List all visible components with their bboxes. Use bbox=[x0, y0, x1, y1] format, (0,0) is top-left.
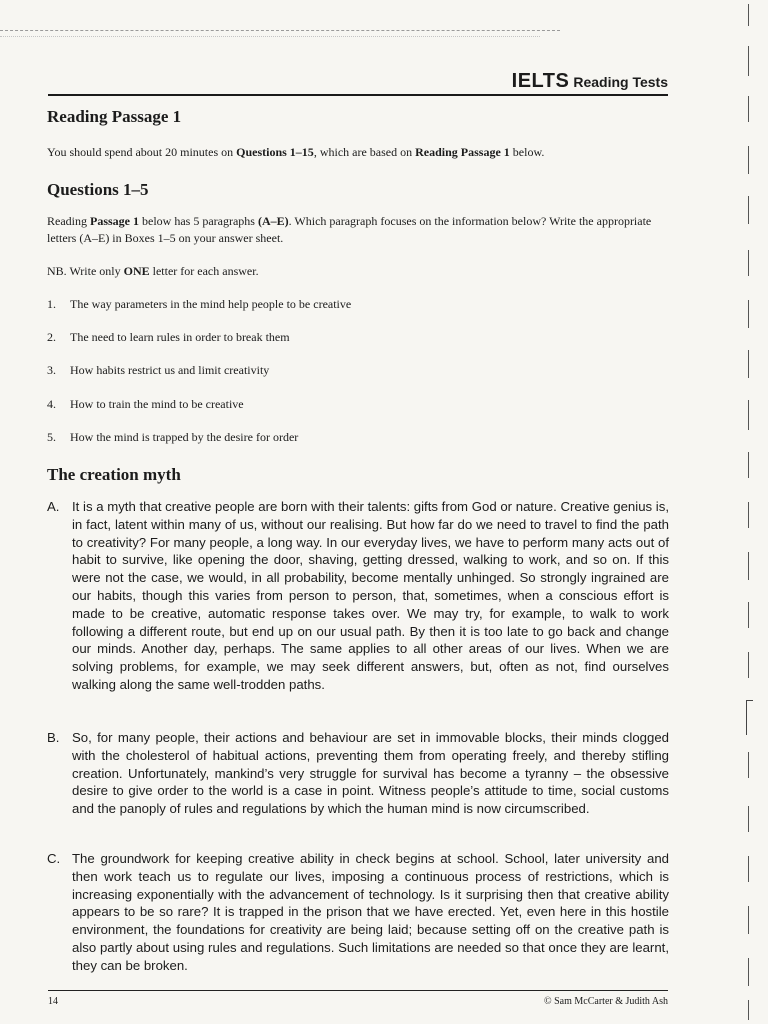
questions-instruction bbox=[47, 213, 672, 247]
question-item bbox=[47, 397, 244, 412]
passage-paragraph-b bbox=[47, 729, 669, 818]
brand-reading-tests: Reading Tests bbox=[573, 74, 668, 90]
question-item bbox=[47, 297, 351, 312]
question-number: 3. bbox=[47, 363, 56, 377]
question-text: How habits restrict us and limit creativity bbox=[70, 363, 270, 377]
q-instruction-passage: Passage 1 bbox=[90, 214, 139, 228]
instruction-text-3: below. bbox=[509, 145, 545, 159]
time-instruction bbox=[47, 145, 672, 160]
question-number: 5. bbox=[47, 430, 56, 444]
q-instruction-text-3: . Which paragraph focuses on the information below? Write the appropriate letters (A–E) in Boxes 1–5 on your answer sheet. bbox=[47, 214, 652, 245]
instruction-questions-range: Questions 1–15 bbox=[236, 145, 314, 159]
nb-text-2: letter for each answer. bbox=[149, 264, 259, 278]
passage-paragraph-a bbox=[47, 498, 669, 694]
question-text: How to train the mind to be creative bbox=[70, 397, 244, 411]
paragraph-text: The groundwork for keeping creative ability in check begins at school. School, later university and then work teach us to regulate our lives, imposing a continuous process of restrictions, which is increasing exponentially with the advancement of technology. Is it surprising then that creative ability appears to be so rare? It is trapped in the prison that we have erected. Yet, even here in this hostile environment, the foundations for creativity are being laid; because setting off on the creative path is also partly about using rules and regulations. Such limitations are needed so that once they are learnt, they can be broken. bbox=[72, 851, 669, 973]
question-text: The way parameters in the mind help people to be creative bbox=[70, 297, 352, 311]
paragraph-text: It is a myth that creative people are born with their talents: gifts from God or nature. Creative genius is, in fact, latent within many of us, without our realising. But how far do we need to travel to find the path to creativity? For many people, a long way. In our everyday lives, we have to perform many acts out of habit to survive, like opening the door, shaving, getting dressed, walking to work, and so on. If this were not the case, we would, in all probability, become mentally unhinged. So strongly ingrained are our habits, though this varies from person to person, that, sometimes, when a conscious effort is made to be creative, automatic response takes over. We may try, for example, to walk to work following a different route, but end up on our usual path. By then it is too late to go back and change our minds. Another day, perhaps. The same applies to all other areas of our lives. When we are solving problems, for example, we may seek different answers, but, often as not, find ourselves walking along the same well-trodden paths. bbox=[72, 499, 669, 692]
brand-ielts: IELTS bbox=[511, 70, 570, 92]
passage-paragraph-c bbox=[47, 850, 669, 975]
question-item bbox=[47, 363, 269, 378]
nb-emphasis: ONE bbox=[123, 264, 150, 278]
scan-artifact-top-2 bbox=[0, 36, 540, 37]
q-instruction-text: Reading bbox=[47, 214, 90, 228]
question-item bbox=[47, 430, 298, 445]
question-text: The need to learn rules in order to break them bbox=[70, 330, 290, 344]
passage-heading: Reading Passage 1 bbox=[47, 107, 182, 126]
q-instruction-text-2: below has 5 paragraphs bbox=[139, 214, 258, 228]
paragraph-letter: B. bbox=[47, 730, 60, 745]
question-number: 4. bbox=[47, 397, 56, 411]
book-brand bbox=[512, 70, 668, 93]
passage-title: The creation myth bbox=[47, 465, 181, 484]
paragraph-letter: A. bbox=[47, 499, 60, 514]
instruction-passage-name: Reading Passage 1 bbox=[415, 145, 510, 159]
question-item bbox=[47, 330, 290, 345]
copyright-notice: © Sam McCarter & Judith Ash bbox=[544, 996, 668, 1007]
instruction-text: You should spend about 20 minutes on bbox=[47, 145, 237, 159]
question-number: 1. bbox=[47, 297, 56, 311]
page-number: 14 bbox=[48, 996, 58, 1007]
scan-artifact-top bbox=[0, 30, 560, 31]
question-number: 2. bbox=[47, 330, 56, 344]
nb-text: NB. Write only bbox=[47, 264, 124, 278]
instruction-text-2: , which are based on bbox=[313, 145, 416, 159]
paragraph-letter: C. bbox=[47, 851, 61, 866]
question-text: How the mind is trapped by the desire for order bbox=[70, 430, 299, 444]
q-instruction-letters: (A–E) bbox=[257, 214, 289, 228]
questions-heading: Questions 1–5 bbox=[47, 180, 149, 199]
paragraph-text: So, for many people, their actions and behaviour are set in immovable blocks, their minds clogged with the cholesterol of habitual actions, preventing them from operating freely, and thereby stifling creation. Unfortunately, mankind’s very struggle for survival has become a tyranny – the obsessive desire to give order to the world is a case in point. Witness people’s attitude to time, social customs and the panoply of rules and regulations by which the human mind is now circumscribed. bbox=[72, 730, 669, 817]
footer-rule bbox=[48, 990, 668, 991]
nb-note bbox=[47, 264, 672, 279]
page-edge-marks bbox=[744, 0, 754, 1024]
running-header bbox=[48, 66, 668, 96]
